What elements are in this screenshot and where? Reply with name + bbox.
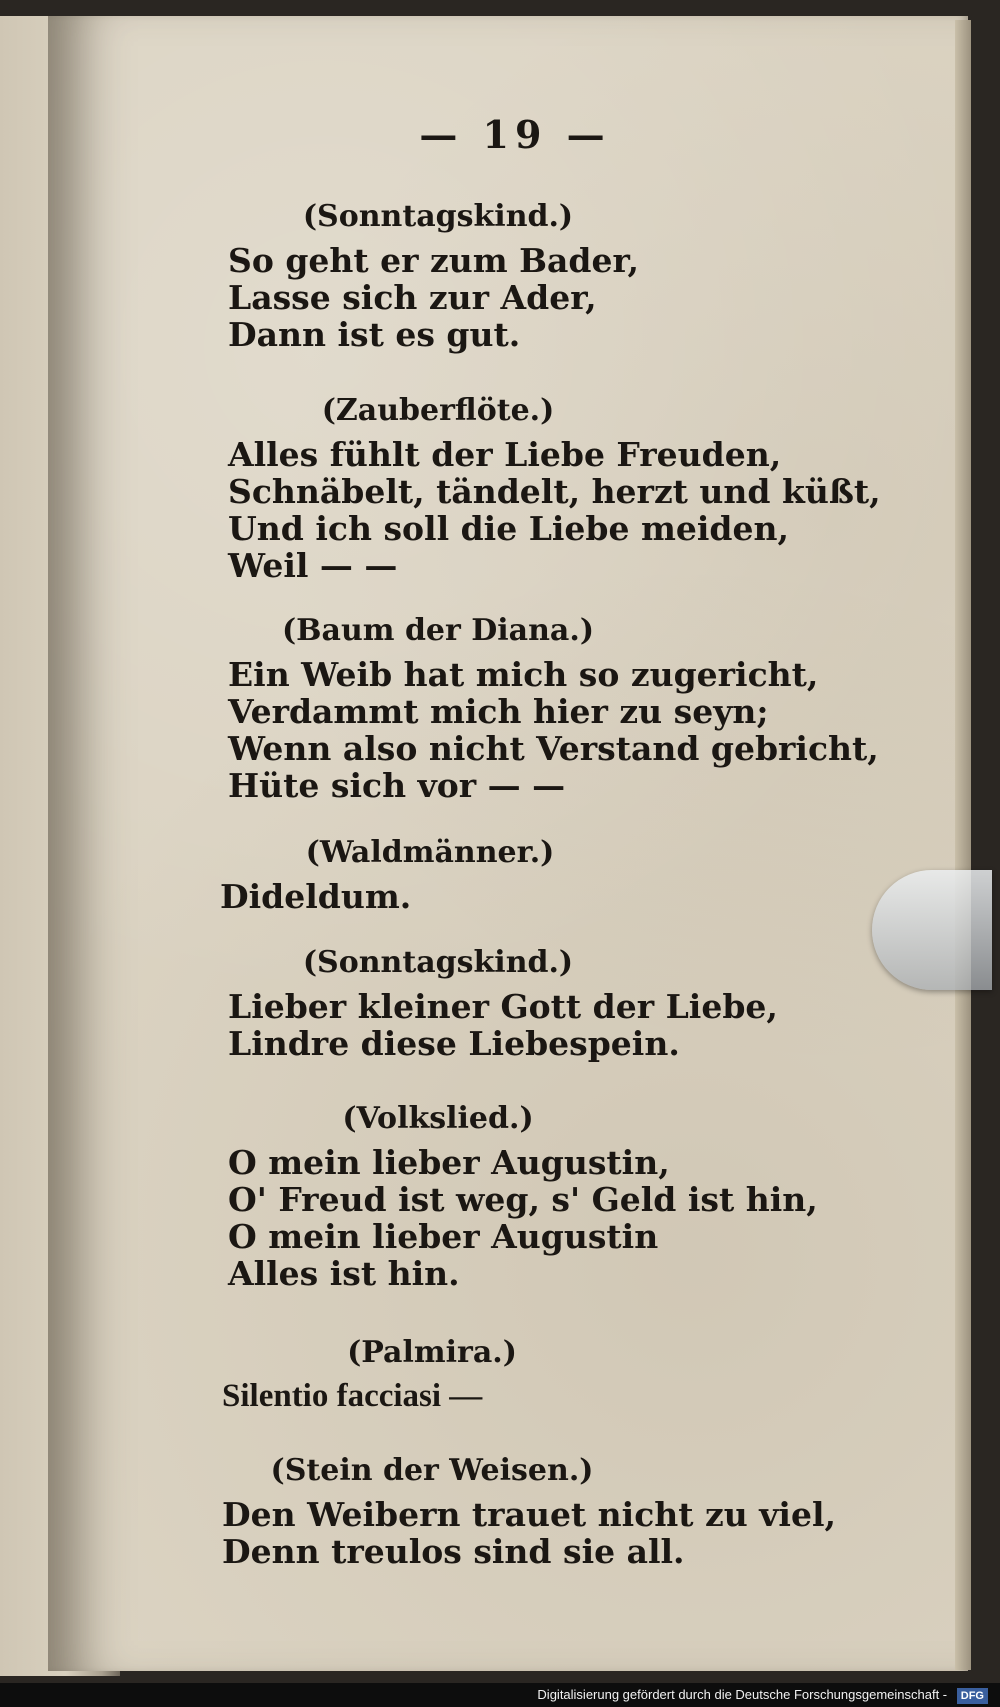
verse-line: Lieber kleiner Gott der Liebe, <box>228 987 778 1026</box>
section-heading: (Sonntagskind.) <box>302 199 574 234</box>
verse-line: So geht er zum Bader, <box>228 241 639 280</box>
section-sonntagskind-1 <box>228 198 868 353</box>
verse-line: Ein Weib hat mich so zugericht, <box>228 655 819 694</box>
section-heading: (Palmira.) <box>347 1335 517 1370</box>
section-heading: (Sonntagskind.) <box>302 945 574 980</box>
verse-line: Lindre diese Liebespein. <box>228 1024 680 1063</box>
verse-line: O mein lieber Augustin, <box>228 1143 670 1182</box>
section-waldmaenner <box>220 834 860 915</box>
verse-line: Hüte sich vor — — <box>228 766 566 805</box>
verse-line: Dideldum. <box>220 877 412 916</box>
section-heading: (Stein der Weisen.) <box>270 1453 594 1488</box>
verse-line: Verdammt mich hier zu seyn; <box>228 692 769 731</box>
section-volkslied <box>228 1100 868 1292</box>
section-palmira <box>222 1334 862 1415</box>
section-zauberfloete <box>228 392 881 585</box>
dfg-logo: DFG <box>957 1688 988 1704</box>
section-heading: (Zauberflöte.) <box>321 393 555 428</box>
verse-line: O' Freud ist weg, s' Geld ist hin, <box>228 1180 818 1219</box>
verse-line: Weil — — <box>228 546 398 585</box>
digitization-footer <box>0 1683 1000 1707</box>
verse-line: Denn treulos sind sie all. <box>222 1532 685 1571</box>
verse-line: Lasse sich zur Ader, <box>228 278 597 317</box>
verse-line: O mein lieber Augustin <box>228 1217 659 1256</box>
verse-line: Silentio facciasi — <box>222 1378 483 1414</box>
section-sonntagskind-2 <box>228 944 868 1062</box>
verse-line: Den Weibern trauet nicht zu viel, <box>222 1495 836 1534</box>
section-heading: (Baum der Diana.) <box>281 613 595 648</box>
section-stein-der-weisen <box>222 1452 862 1570</box>
verse-line: Alles ist hin. <box>228 1254 460 1293</box>
section-heading: (Volkslied.) <box>342 1101 534 1136</box>
page-number: — 19 — <box>419 112 611 157</box>
section-baum-der-diana <box>228 612 879 805</box>
verse-line: Und ich soll die Liebe meiden, <box>228 509 789 548</box>
verse-line: Alles fühlt der Liebe Freuden, <box>228 435 782 474</box>
verse-line: Wenn also nicht Verstand gebricht, <box>228 729 879 768</box>
verse-line: Dann ist es gut. <box>228 315 521 354</box>
verse-line: Schnäbelt, tändelt, herzt und küßt, <box>228 472 881 511</box>
footer-text: Digitalisierung gefördert durch die Deutsche Forschungsgemeinschaft - <box>537 1687 948 1702</box>
section-heading: (Waldmänner.) <box>305 835 555 870</box>
